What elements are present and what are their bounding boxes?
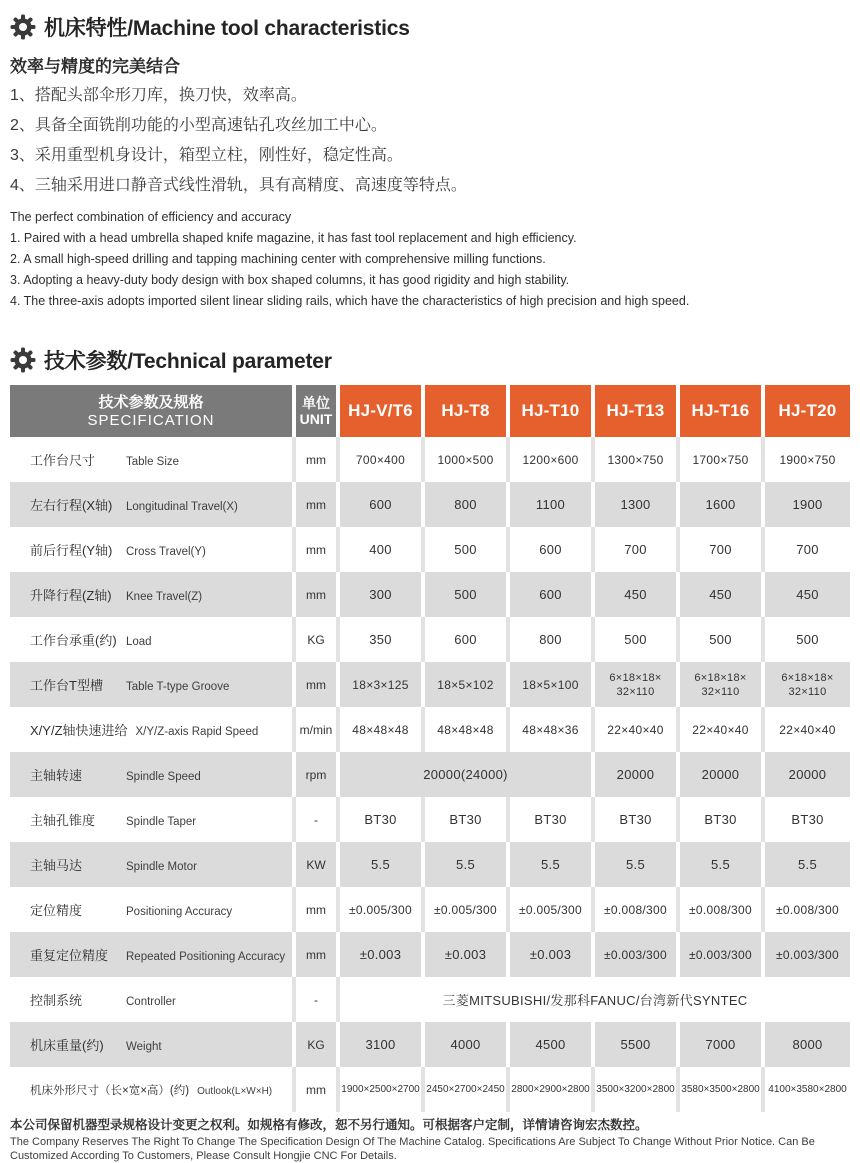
unit-cell: mm — [296, 1067, 340, 1112]
spec-label-wrap — [10, 900, 292, 919]
spec-label-cell — [10, 797, 296, 842]
spec-label-cn: 主轴马达 — [30, 858, 83, 873]
features-cn-list — [10, 81, 850, 201]
unit-cell: KG — [296, 617, 340, 662]
spec-label-wrap — [10, 990, 292, 1009]
spec-label-wrap — [10, 630, 292, 649]
spec-label-en: Controller — [126, 996, 176, 1008]
value-cell: 1200×600 — [510, 437, 595, 482]
spec-label-wrap — [10, 765, 292, 784]
table-row — [10, 887, 850, 932]
value-cell: BT30 — [595, 797, 680, 842]
value-cell: 1900×750 — [765, 437, 850, 482]
spec-label-en: Outlook(L×W×H) — [197, 1085, 273, 1097]
value-cell: ±0.003 — [510, 932, 595, 977]
spec-label-en: Spindle Motor — [126, 861, 197, 873]
value-cell: ±0.003 — [340, 932, 425, 977]
features-en-intro: The perfect combination of efficiency and accuracy — [10, 210, 292, 224]
unit-cell: rpm — [296, 752, 340, 797]
spec-label-cell — [10, 977, 296, 1022]
value-cell: 400 — [340, 527, 425, 572]
technical-parameter-table — [10, 385, 850, 1112]
spec-label-cn: X/Y/Z轴快速进给 — [30, 723, 128, 738]
spec-label-cell — [10, 527, 296, 572]
spec-label-wrap — [10, 1035, 292, 1054]
table-row — [10, 527, 850, 572]
spec-label-cn: 前后行程(Y轴) — [30, 543, 113, 558]
spec-label-wrap — [10, 450, 292, 469]
value-cell: 600 — [340, 482, 425, 527]
value-cell: ±0.008/300 — [680, 887, 765, 932]
spec-label-en: Knee Travel(Z) — [126, 591, 203, 603]
value-cell: 5.5 — [765, 842, 850, 887]
value-cell: 700 — [765, 527, 850, 572]
spec-label-en: Repeated Positioning Accuracy — [126, 951, 286, 963]
value-cell: 1300 — [595, 482, 680, 527]
unit-cell: mm — [296, 887, 340, 932]
feature-item-cn: 4、三轴采用进口静音式线性滑轨，具有高精度、高速度等特点。 — [10, 177, 467, 194]
value-cell: 500 — [765, 617, 850, 662]
table-row — [10, 1022, 850, 1067]
features-title-text: 机床特性/Machine tool characteristics — [44, 17, 410, 40]
value-cell: 600 — [425, 617, 510, 662]
value-cell: 20000 — [680, 752, 765, 797]
feature-item-cn: 3、采用重型机身设计，箱型立柱，刚性好，稳定性高。 — [10, 147, 403, 164]
spec-label-en: Spindle Speed — [126, 771, 201, 783]
table-row — [10, 797, 850, 842]
value-cell: 800 — [510, 617, 595, 662]
value-cell: 6×18×18× 32×110 — [765, 662, 850, 707]
value-cell: 1100 — [510, 482, 595, 527]
value-cell: BT30 — [680, 797, 765, 842]
value-cell: 600 — [510, 572, 595, 617]
value-cell: 1900 — [765, 482, 850, 527]
value-cell: 7000 — [680, 1022, 765, 1067]
value-cell: 5.5 — [340, 842, 425, 887]
spec-label-wrap — [10, 720, 292, 739]
value-cell: 300 — [340, 572, 425, 617]
unit-cell: - — [296, 797, 340, 842]
value-cell: BT30 — [765, 797, 850, 842]
spec-label-cn: 控制系统 — [30, 993, 83, 1008]
value-cell: 22×40×40 — [765, 707, 850, 752]
feature-item-en: 4. The three-axis adopts imported silent linear sliding rails, which have the characteristics of high precision and high speed. — [10, 294, 690, 308]
feature-item-cn: 1、搭配头部伞形刀库，换刀快，效率高。 — [10, 87, 307, 104]
value-cell: 1300×750 — [595, 437, 680, 482]
spec-label-cell — [10, 932, 296, 977]
spec-label-cn: 机床外形尺寸（长×宽×高）(约) — [30, 1084, 190, 1097]
value-cell: 5.5 — [425, 842, 510, 887]
table-row — [10, 572, 850, 617]
value-cell: 500 — [425, 527, 510, 572]
spec-label-cell — [10, 1022, 296, 1067]
spec-label-en: Load — [126, 636, 152, 648]
spec-label-en: Cross Travel(Y) — [126, 546, 206, 558]
spec-label-en: Table T-type Groove — [126, 681, 230, 693]
spec-label-cn: 工作台承重(约) — [30, 633, 117, 648]
value-cell: 5500 — [595, 1022, 680, 1067]
value-cell: ±0.003/300 — [595, 932, 680, 977]
value-cell: 18×5×102 — [425, 662, 510, 707]
feature-item-en: 3. Adopting a heavy-duty body design with box shaped columns, it has good rigidity and high stability. — [10, 273, 570, 287]
model-header-cell: HJ-T8 — [425, 385, 510, 437]
features-section-title — [10, 12, 850, 42]
spec-header-cn: 技术参数及规格 — [98, 393, 204, 411]
value-cell: 1700×750 — [680, 437, 765, 482]
value-cell: 700 — [595, 527, 680, 572]
value-cell: BT30 — [510, 797, 595, 842]
value-cell: 48×48×48 — [340, 707, 425, 752]
value-cell: 5.5 — [510, 842, 595, 887]
table-row — [10, 842, 850, 887]
spec-label-wrap — [10, 585, 292, 604]
value-cell: 3580×3500×2800 — [680, 1067, 765, 1112]
parameters-section-title — [10, 345, 850, 375]
spec-label-cell — [10, 482, 296, 527]
spec-label-en: X/Y/Z-axis Rapid Speed — [135, 726, 259, 738]
value-cell: ±0.008/300 — [595, 887, 680, 932]
value-cell: 500 — [425, 572, 510, 617]
spec-label-cn: 工作台T型槽 — [30, 678, 103, 693]
unit-header-cell — [296, 385, 340, 437]
table-row — [10, 707, 850, 752]
value-cell: ±0.003/300 — [765, 932, 850, 977]
value-cell: 500 — [680, 617, 765, 662]
unit-cell: mm — [296, 662, 340, 707]
table-row — [10, 437, 850, 482]
unit-cell: mm — [296, 482, 340, 527]
spec-label-wrap — [10, 855, 292, 874]
page-footer — [10, 1118, 850, 1163]
spec-label-wrap — [10, 810, 292, 829]
spec-label-cell — [10, 662, 296, 707]
spec-label-cn: 左右行程(X轴) — [30, 498, 113, 513]
spec-label-en: Longitudinal Travel(X) — [126, 501, 238, 513]
unit-cell: mm — [296, 527, 340, 572]
spec-label-wrap — [10, 1082, 292, 1098]
table-row — [10, 932, 850, 977]
value-cell: 6×18×18× 32×110 — [595, 662, 680, 707]
spec-label-cell — [10, 842, 296, 887]
value-cell: 18×3×125 — [340, 662, 425, 707]
value-cell: 500 — [595, 617, 680, 662]
value-cell: 450 — [595, 572, 680, 617]
spec-label-cn: 主轴孔锥度 — [30, 813, 96, 828]
parameters-title-text: 技术参数/Technical parameter — [44, 350, 332, 373]
spec-label-cell — [10, 752, 296, 797]
table-header — [10, 385, 850, 437]
value-cell: 600 — [510, 527, 595, 572]
value-cell: 三菱MITSUBISHI/发那科FANUC/台湾新代SYNTEC — [340, 977, 850, 1022]
spec-label-cn: 定位精度 — [30, 903, 83, 918]
value-cell: 4100×3580×2800 — [765, 1067, 850, 1112]
value-cell: ±0.008/300 — [765, 887, 850, 932]
spec-label-cell — [10, 1067, 296, 1112]
value-cell: ±0.005/300 — [510, 887, 595, 932]
footer-cn: 本公司保留机器型录规格设计变更之权利。如规格有修改，恕不另行通知。可根据客户定制，详情请咨询宏杰数控。 — [10, 1118, 648, 1132]
value-cell: 1600 — [680, 482, 765, 527]
model-header-cell: HJ-V/T6 — [340, 385, 425, 437]
table-row — [10, 617, 850, 662]
feature-item-en: 1. Paired with a head umbrella shaped knife magazine, it has fast tool replacement and high efficiency. — [10, 231, 577, 245]
value-cell: 1000×500 — [425, 437, 510, 482]
value-cell: BT30 — [340, 797, 425, 842]
model-header-cell: HJ-T13 — [595, 385, 680, 437]
value-cell: 5.5 — [595, 842, 680, 887]
spec-label-wrap — [10, 540, 292, 559]
spec-label-wrap — [10, 495, 292, 514]
unit-cell: mm — [296, 437, 340, 482]
table-row — [10, 977, 850, 1022]
features-subtitle: 效率与精度的完美结合 — [10, 57, 180, 76]
features-en-list — [10, 228, 850, 312]
value-cell: 2450×2700×2450 — [425, 1067, 510, 1112]
value-cell: 700×400 — [340, 437, 425, 482]
value-cell: 48×48×48 — [425, 707, 510, 752]
unit-header-cn: 单位 — [302, 395, 330, 411]
spec-label-en: Weight — [126, 1041, 162, 1053]
spec-label-en: Positioning Accuracy — [126, 906, 233, 918]
value-cell: ±0.003 — [425, 932, 510, 977]
spec-label-cell — [10, 572, 296, 617]
unit-cell: KW — [296, 842, 340, 887]
spec-label-cell — [10, 707, 296, 752]
value-cell: ±0.003/300 — [680, 932, 765, 977]
value-cell: 20000 — [595, 752, 680, 797]
value-cell: ±0.005/300 — [425, 887, 510, 932]
feature-item-cn: 2、具备全面铣削功能的小型高速钻孔攻丝加工中心。 — [10, 117, 387, 134]
spec-label-cell — [10, 437, 296, 482]
spec-label-wrap — [10, 945, 292, 964]
unit-cell: mm — [296, 572, 340, 617]
value-cell: 18×5×100 — [510, 662, 595, 707]
footer-en: The Company Reserves The Right To Change The Specification Design Of The Machine Catalog. Specifications Are Subject To Change Without Prior Notice. Can Be Customized According To Customers, Please Consult Hongjie CNC For Details. — [10, 1136, 815, 1162]
model-header-cell: HJ-T20 — [765, 385, 850, 437]
spec-label-cell — [10, 617, 296, 662]
unit-cell: m/min — [296, 707, 340, 752]
value-cell: ±0.005/300 — [340, 887, 425, 932]
spec-label-en: Table Size — [126, 456, 180, 468]
spec-header-en: SPECIFICATION — [87, 411, 215, 429]
value-cell: 4000 — [425, 1022, 510, 1067]
features-en-block — [10, 207, 850, 312]
spec-header-cell — [10, 385, 296, 437]
model-header-cell: HJ-T10 — [510, 385, 595, 437]
value-cell: BT30 — [425, 797, 510, 842]
value-cell: 700 — [680, 527, 765, 572]
value-cell: 22×40×40 — [680, 707, 765, 752]
spec-label-cn: 升降行程(Z轴) — [30, 588, 112, 603]
table-row — [10, 482, 850, 527]
feature-item-en: 2. A small high-speed drilling and tapping machining center with comprehensive milling functions. — [10, 252, 546, 266]
value-cell: 6×18×18× 32×110 — [680, 662, 765, 707]
spec-label-en: Spindle Taper — [126, 816, 197, 828]
spec-label-cn: 主轴转速 — [30, 768, 83, 783]
table-row — [10, 1067, 850, 1112]
value-cell: 800 — [425, 482, 510, 527]
spec-label-cn: 重复定位精度 — [30, 948, 109, 963]
value-cell: 5.5 — [680, 842, 765, 887]
value-cell: 8000 — [765, 1022, 850, 1067]
value-cell: 450 — [680, 572, 765, 617]
gear-icon — [10, 14, 36, 40]
value-cell: 4500 — [510, 1022, 595, 1067]
model-header-cell: HJ-T16 — [680, 385, 765, 437]
table-row — [10, 662, 850, 707]
unit-header-en: UNIT — [299, 411, 333, 427]
value-cell: 48×48×36 — [510, 707, 595, 752]
value-cell: 350 — [340, 617, 425, 662]
unit-cell: KG — [296, 1022, 340, 1067]
value-cell: 2800×2900×2800 — [510, 1067, 595, 1112]
spec-label-cell — [10, 887, 296, 932]
unit-cell: mm — [296, 932, 340, 977]
value-cell: 3100 — [340, 1022, 425, 1067]
spec-label-wrap — [10, 675, 292, 694]
value-cell: 1900×2500×2700 — [340, 1067, 425, 1112]
value-cell: 3500×3200×2800 — [595, 1067, 680, 1112]
spec-label-cn: 工作台尺寸 — [30, 453, 96, 468]
value-cell: 20000(24000) — [340, 752, 595, 797]
value-cell: 22×40×40 — [595, 707, 680, 752]
value-cell: 450 — [765, 572, 850, 617]
value-cell: 20000 — [765, 752, 850, 797]
gear-icon — [10, 347, 36, 373]
unit-cell: - — [296, 977, 340, 1022]
table-row — [10, 752, 850, 797]
spec-label-cn: 机床重量(约) — [30, 1038, 104, 1053]
